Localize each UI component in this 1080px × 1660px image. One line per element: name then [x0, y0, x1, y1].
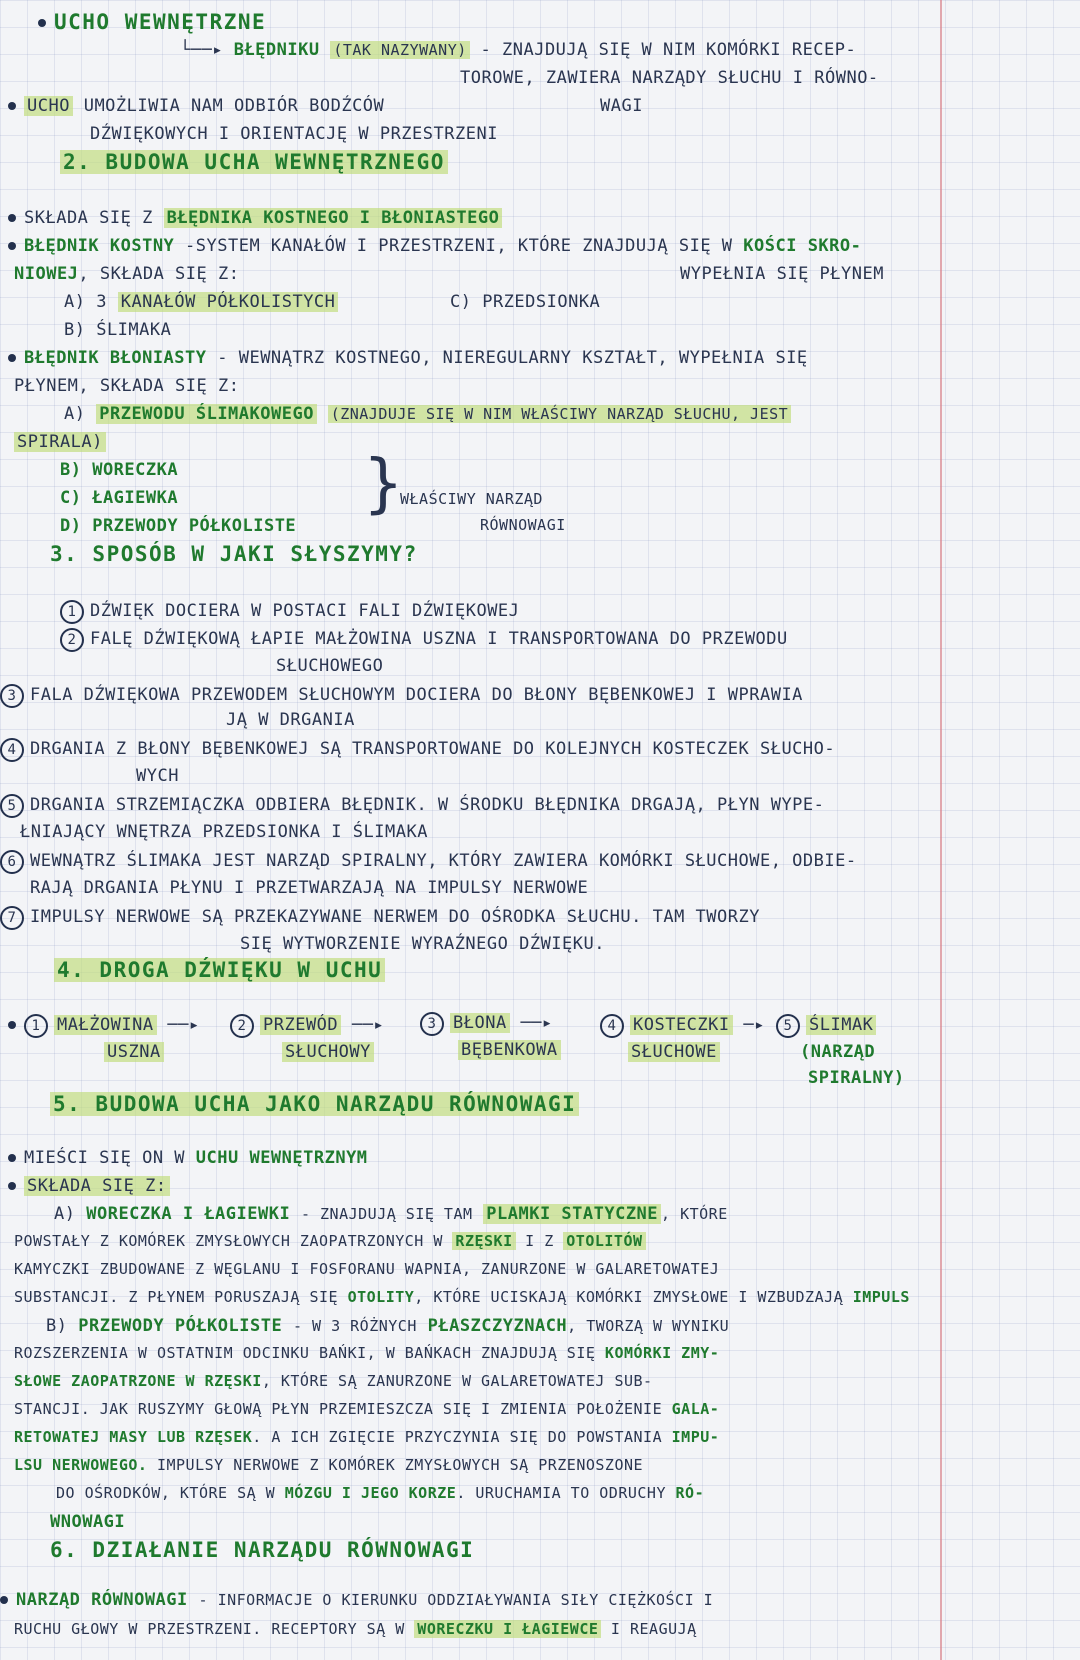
s2-part-a-cont: SPIRALA)	[14, 432, 106, 452]
s5-b-7: DO OŚRODKÓW, KTÓRE SĄ W MÓZGU I JEGO KORZE. URUCHAMIA TO ODRUCHY RÓ-	[56, 1484, 705, 1502]
s5-a-2: POWSTAŁY Z KOMÓREK ZMYSŁOWYCH ZAOPATRZONYCH W RZĘSKI I Z OTOLITÓW	[14, 1232, 646, 1250]
bledniku-desc: TOROWE, ZAWIERA NARZĄDY SŁUCHU I RÓWNO-	[460, 68, 879, 88]
s3-step-4-cont: WYCH	[136, 766, 179, 786]
s2-item-c: C) PRZEDSIONKA	[450, 292, 601, 312]
s2-item-b: B) ŚLIMAKA	[64, 320, 172, 340]
bledniku-desc-end: WAGI	[600, 96, 643, 116]
s2-item-a: A) 3 KANAŁÓW PÓŁKOLISTYCH	[64, 292, 338, 312]
s5-b-3: SŁOWE ZAOPATRZONE W RZĘSKI, KTÓRE SĄ ZANURZONE W GALARETOWATEJ SUB-	[14, 1372, 653, 1390]
s4-path-1b: USZNA	[104, 1042, 164, 1062]
s4-path-5: 5 ŚLIMAK	[776, 1014, 876, 1038]
s3-step-5-cont: ŁNIAJĄCY WNĘTRZA PRZEDSIONKA I ŚLIMAKA	[20, 822, 428, 842]
notebook-margin-line	[940, 0, 942, 1660]
ucho-intro: UCHO UMOŻLIWIA NAM ODBIÓR BODŹCÓW	[8, 96, 384, 116]
ucho-heading: UCHO WEWNĘTRZNE	[38, 10, 266, 34]
s4-path-2: 2 PRZEWÓD ──▸	[230, 1014, 384, 1038]
s5-a-4: SUBSTANCJI. Z PŁYNEM PORUSZAJĄ SIĘ OTOLITY, KTÓRE UCISKAJĄ KOMÓRKI ZMYSŁOWE I WZBUDZAJĄ IMPULS	[14, 1288, 910, 1306]
s3-step-3: 3 FALA DŹWIĘKOWA PRZEWODEM SŁUCHOWYM DOCIERA DO BŁONY BĘBENKOWEJ I WPRAWIA	[0, 684, 803, 708]
section-3-heading: 3. SPOSÓB W JAKI SŁYSZYMY?	[50, 542, 418, 566]
s2-line-2: BŁĘDNIK KOSTNY -SYSTEM KANAŁÓW I PRZESTRZENI, KTÓRE ZNAJDUJĄ SIĘ W KOŚCI SKRO-	[8, 236, 861, 256]
section-2-heading: 2. BUDOWA UCHA WEWNĘTRZNEGO	[60, 150, 448, 174]
s2-line-1: SKŁADA SIĘ Z BŁĘDNIKA KOSTNEGO I BŁONIASTEGO	[8, 208, 502, 228]
s3-step-6-cont: RAJĄ DRGANIA PŁYNU I PRZETWARZAJĄ NA IMPULSY NERWOWE	[30, 878, 589, 898]
s6-line-2: RUCHU GŁOWY W PRZESTRZENI. RECEPTORY SĄ W WORECZKU I ŁAGIEWCE I REAGUJĄ	[14, 1620, 697, 1638]
s5-b-6: LSU NERWOWEGO. IMPULSY NERWOWE Z KOMÓREK ZMYSŁOWYCH SĄ PRZENOSZONE	[14, 1456, 644, 1474]
s5-line-1: MIEŚCI SIĘ ON W UCHU WEWNĘTRZNYM	[8, 1148, 368, 1168]
s4-path-5b: (NARZĄD	[800, 1042, 876, 1062]
s5-a-1: A) WORECZKA I ŁAGIEWKI - ZNAJDUJĄ SIĘ TAM PLAMKI STATYCZNE , KTÓRE	[54, 1204, 728, 1224]
s5-b-2: ROZSZERZENIA W OSTATNIM ODCINKU BAŃKI, W BAŃKACH ZNAJDUJĄ SIĘ KOMÓRKI ZMY-	[14, 1344, 720, 1362]
bledniku-line: └──▸ BŁĘDNIKU (TAK NAZYWANY) - ZNAJDUJĄ SIĘ W NIM KOMÓRKI RECEP-	[180, 40, 857, 60]
s4-path-5c: SPIRALNY)	[808, 1068, 905, 1088]
s4-path-1: 1 MAŁŻOWINA ──▸	[8, 1014, 200, 1038]
s5-line-2: SKŁADA SIĘ Z:	[8, 1176, 170, 1196]
s4-path-3b: BĘBENKOWA	[458, 1040, 561, 1060]
s3-step-7-cont: SIĘ WYTWORZENIE WYRAŹNEGO DŹWIĘKU.	[240, 934, 605, 954]
s5-b-8: WNOWAGI	[50, 1512, 126, 1532]
s2-line-3: NIOWEJ, SKŁADA SIĘ Z:	[14, 264, 240, 284]
ucho-intro-cont: DŹWIĘKOWYCH I ORIENTACJĘ W PRZESTRZENI	[90, 124, 498, 144]
s4-path-3: 3 BŁONA ──▸	[420, 1012, 553, 1036]
s2-part-b: B) WORECZKA	[60, 460, 179, 480]
section-5-heading: 5. BUDOWA UCHA JAKO NARZĄDU RÓWNOWAGI	[50, 1092, 579, 1116]
s6-line-1: NARZĄD RÓWNOWAGI - INFORMACJE O KIERUNKU ODDZIAŁYWANIA SIŁY CIĘŻKOŚCI I	[0, 1590, 713, 1610]
s5-b-5: RETOWATEJ MASY LUB RZĘSEK. A ICH ZGIĘCIE PRZYCZYNIA SIĘ DO POWSTANIA IMPU-	[14, 1428, 720, 1446]
s3-step-5: 5 DRGANIA STRZEMIĄCZKA ODBIERA BŁĘDNIK. W ŚRODKU BŁĘDNIKA DRGAJĄ, PŁYN WYPE-	[0, 794, 824, 818]
s3-step-1: 1 DŹWIĘK DOCIERA W POSTACI FALI DŹWIĘKOWEJ	[60, 600, 519, 624]
brace-label-2: RÓWNOWAGI	[480, 516, 566, 534]
s5-b-1: B) PRZEWODY PÓŁKOLISTE - W 3 RÓŻNYCH PŁASZCZYZNACH, TWORZĄ W WYNIKU	[46, 1316, 730, 1336]
s2-fill: WYPEŁNIA SIĘ PŁYNEM	[680, 264, 884, 284]
s3-step-4: 4 DRGANIA Z BŁONY BĘBENKOWEJ SĄ TRANSPORTOWANE DO KOLEJNYCH KOSTECZEK SŁUCHO-	[0, 738, 835, 762]
s3-step-2-cont: SŁUCHOWEGO	[276, 656, 384, 676]
s5-a-3: KAMYCZKI ZBUDOWANE Z WĘGLANU I FOSFORANU WAPNIA, ZANURZONE W GALARETOWATEJ	[14, 1260, 720, 1278]
curly-brace-icon: }	[364, 447, 403, 521]
s2-part-d: D) PRZEWODY PÓŁKOLISTE	[60, 516, 297, 536]
s3-step-6: 6 WEWNĄTRZ ŚLIMAKA JEST NARZĄD SPIRALNY, KTÓRY ZAWIERA KOMÓRKI SŁUCHOWE, ODBIE-	[0, 850, 857, 874]
s2-line-4: BŁĘDNIK BŁONIASTY - WEWNĄTRZ KOSTNEGO, NIEREGULARNY KSZTAŁT, WYPEŁNIA SIĘ	[8, 348, 808, 368]
s3-step-3-cont: JĄ W DRGANIA	[226, 710, 355, 730]
s3-step-2: 2 FALĘ DŹWIĘKOWĄ ŁAPIE MAŁŻOWINA USZNA I TRANSPORTOWANA DO PRZEWODU	[60, 628, 788, 652]
s5-b-4: STANCJI. JAK RUSZYMY GŁOWĄ PŁYN PRZEMIESZCZA SIĘ I ZMIENIA POŁOŻENIE GALA-	[14, 1400, 720, 1418]
s2-line-5: PŁYNEM, SKŁADA SIĘ Z:	[14, 376, 240, 396]
s2-part-a: A) PRZEWODU ŚLIMAKOWEGO (ZNAJDUJE SIĘ W NIM WŁAŚCIWY NARZĄD SŁUCHU, JEST	[64, 404, 791, 424]
s4-path-4b: SŁUCHOWE	[628, 1042, 720, 1062]
s4-path-4: 4 KOSTECZKI ─▸	[600, 1014, 765, 1038]
section-6-heading: 6. DZIAŁANIE NARZĄDU RÓWNOWAGI	[50, 1538, 475, 1562]
s2-part-c: C) ŁAGIEWKA	[60, 488, 179, 508]
brace-label-1: WŁAŚCIWY NARZĄD	[400, 490, 543, 508]
s3-step-7: 7 IMPULSY NERWOWE SĄ PRZEKAZYWANE NERWEM DO OŚRODKA SŁUCHU. TAM TWORZY	[0, 906, 760, 930]
s4-path-2b: SŁUCHOWY	[282, 1042, 374, 1062]
section-4-heading: 4. DROGA DŹWIĘKU W UCHU	[54, 958, 385, 982]
